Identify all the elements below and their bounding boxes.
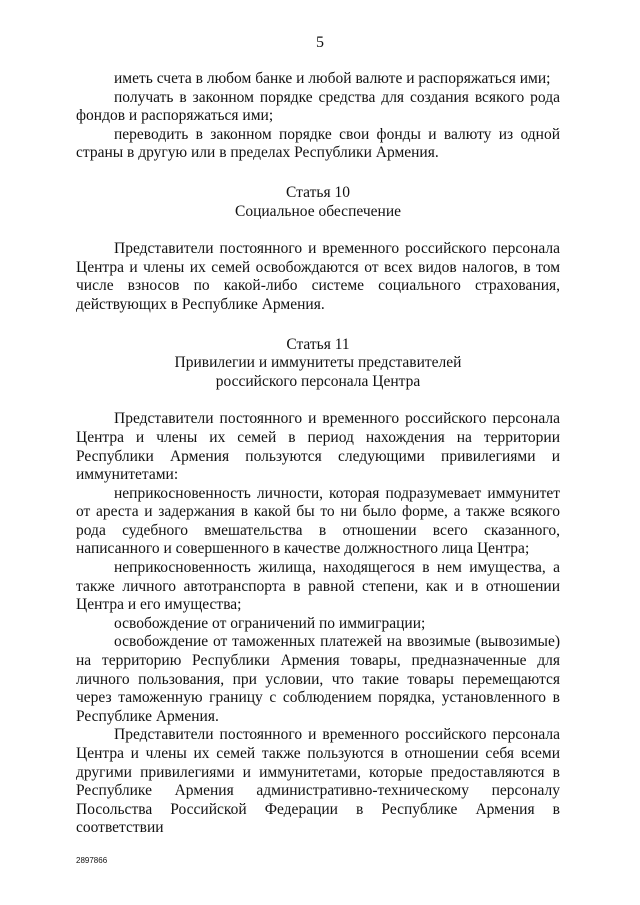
paragraph: иметь счета в любом банке и любой валюте и распоряжаться ими;: [114, 70, 551, 87]
article-11-number: Статья 11: [286, 335, 350, 353]
paragraph: переводить в законном порядке свои фонды и валюту из одной страны в другую или в пределах Республики Армения.: [76, 125, 560, 162]
paragraph: освобождение от таможенных платежей на ввозимые (вывозимые) на территорию Республики Армения товары, предназначенные для личного пользования, при условии, что такие товары перемещаются через таможенную границу с соблюдением порядка, установленного в Республике Армения.: [76, 633, 560, 725]
article-10-number: Статья 10: [286, 183, 350, 201]
paragraph: Представители постоянного и временного российского персонала Центра и члены их семей в период нахождения на территории Республики Армения пользуются следующими привилегиями и иммунитетами:: [76, 410, 560, 484]
article-10-body: Представители постоянного и временного российского персонала Центра и члены их семей освобождаются от всех видов налогов, в том числе взносов по какой-либо системе социального страхования, действующих в Республике Армения.: [76, 240, 560, 313]
document-body: [76, 70, 560, 838]
paragraph: неприкосновенность личности, которая подразумевает иммунитет от ареста и задержания в какой бы то ни было форме, а также всякого рода судебного вмешательства в отношении всего сказанного, написанного и совершенного в качестве должностного лица Центра;: [76, 484, 560, 558]
paragraph: Представители постоянного и временного российского персонала Центра и члены их семей также пользуются в отношении себя всеми другими привилегиями и иммунитетами, которые предоставляются в Республике Армения административно-техническому персоналу Посольства Российской Федерации в Республике Армения в соответствии: [76, 726, 560, 837]
paragraph: неприкосновенность жилища, находящегося в нем имущества, а также личного автотранспорта в равной степени, как и в отношении Центра и его имущества;: [76, 559, 560, 614]
article-11-title-line2: российского персонала Центра: [215, 372, 421, 390]
article-11-title-line1: Привилегии и иммунитеты представителей: [174, 354, 462, 372]
article-10-title: Социальное обеспечение: [235, 202, 401, 220]
paragraph: получать в законном порядке средства для создания всякого рода фондов и распоряжаться ими;: [76, 88, 560, 125]
paragraph: освобождение от ограничений по иммиграции;: [114, 614, 426, 632]
page-number: 5: [316, 34, 324, 51]
footer-code: 2897866: [76, 856, 108, 865]
